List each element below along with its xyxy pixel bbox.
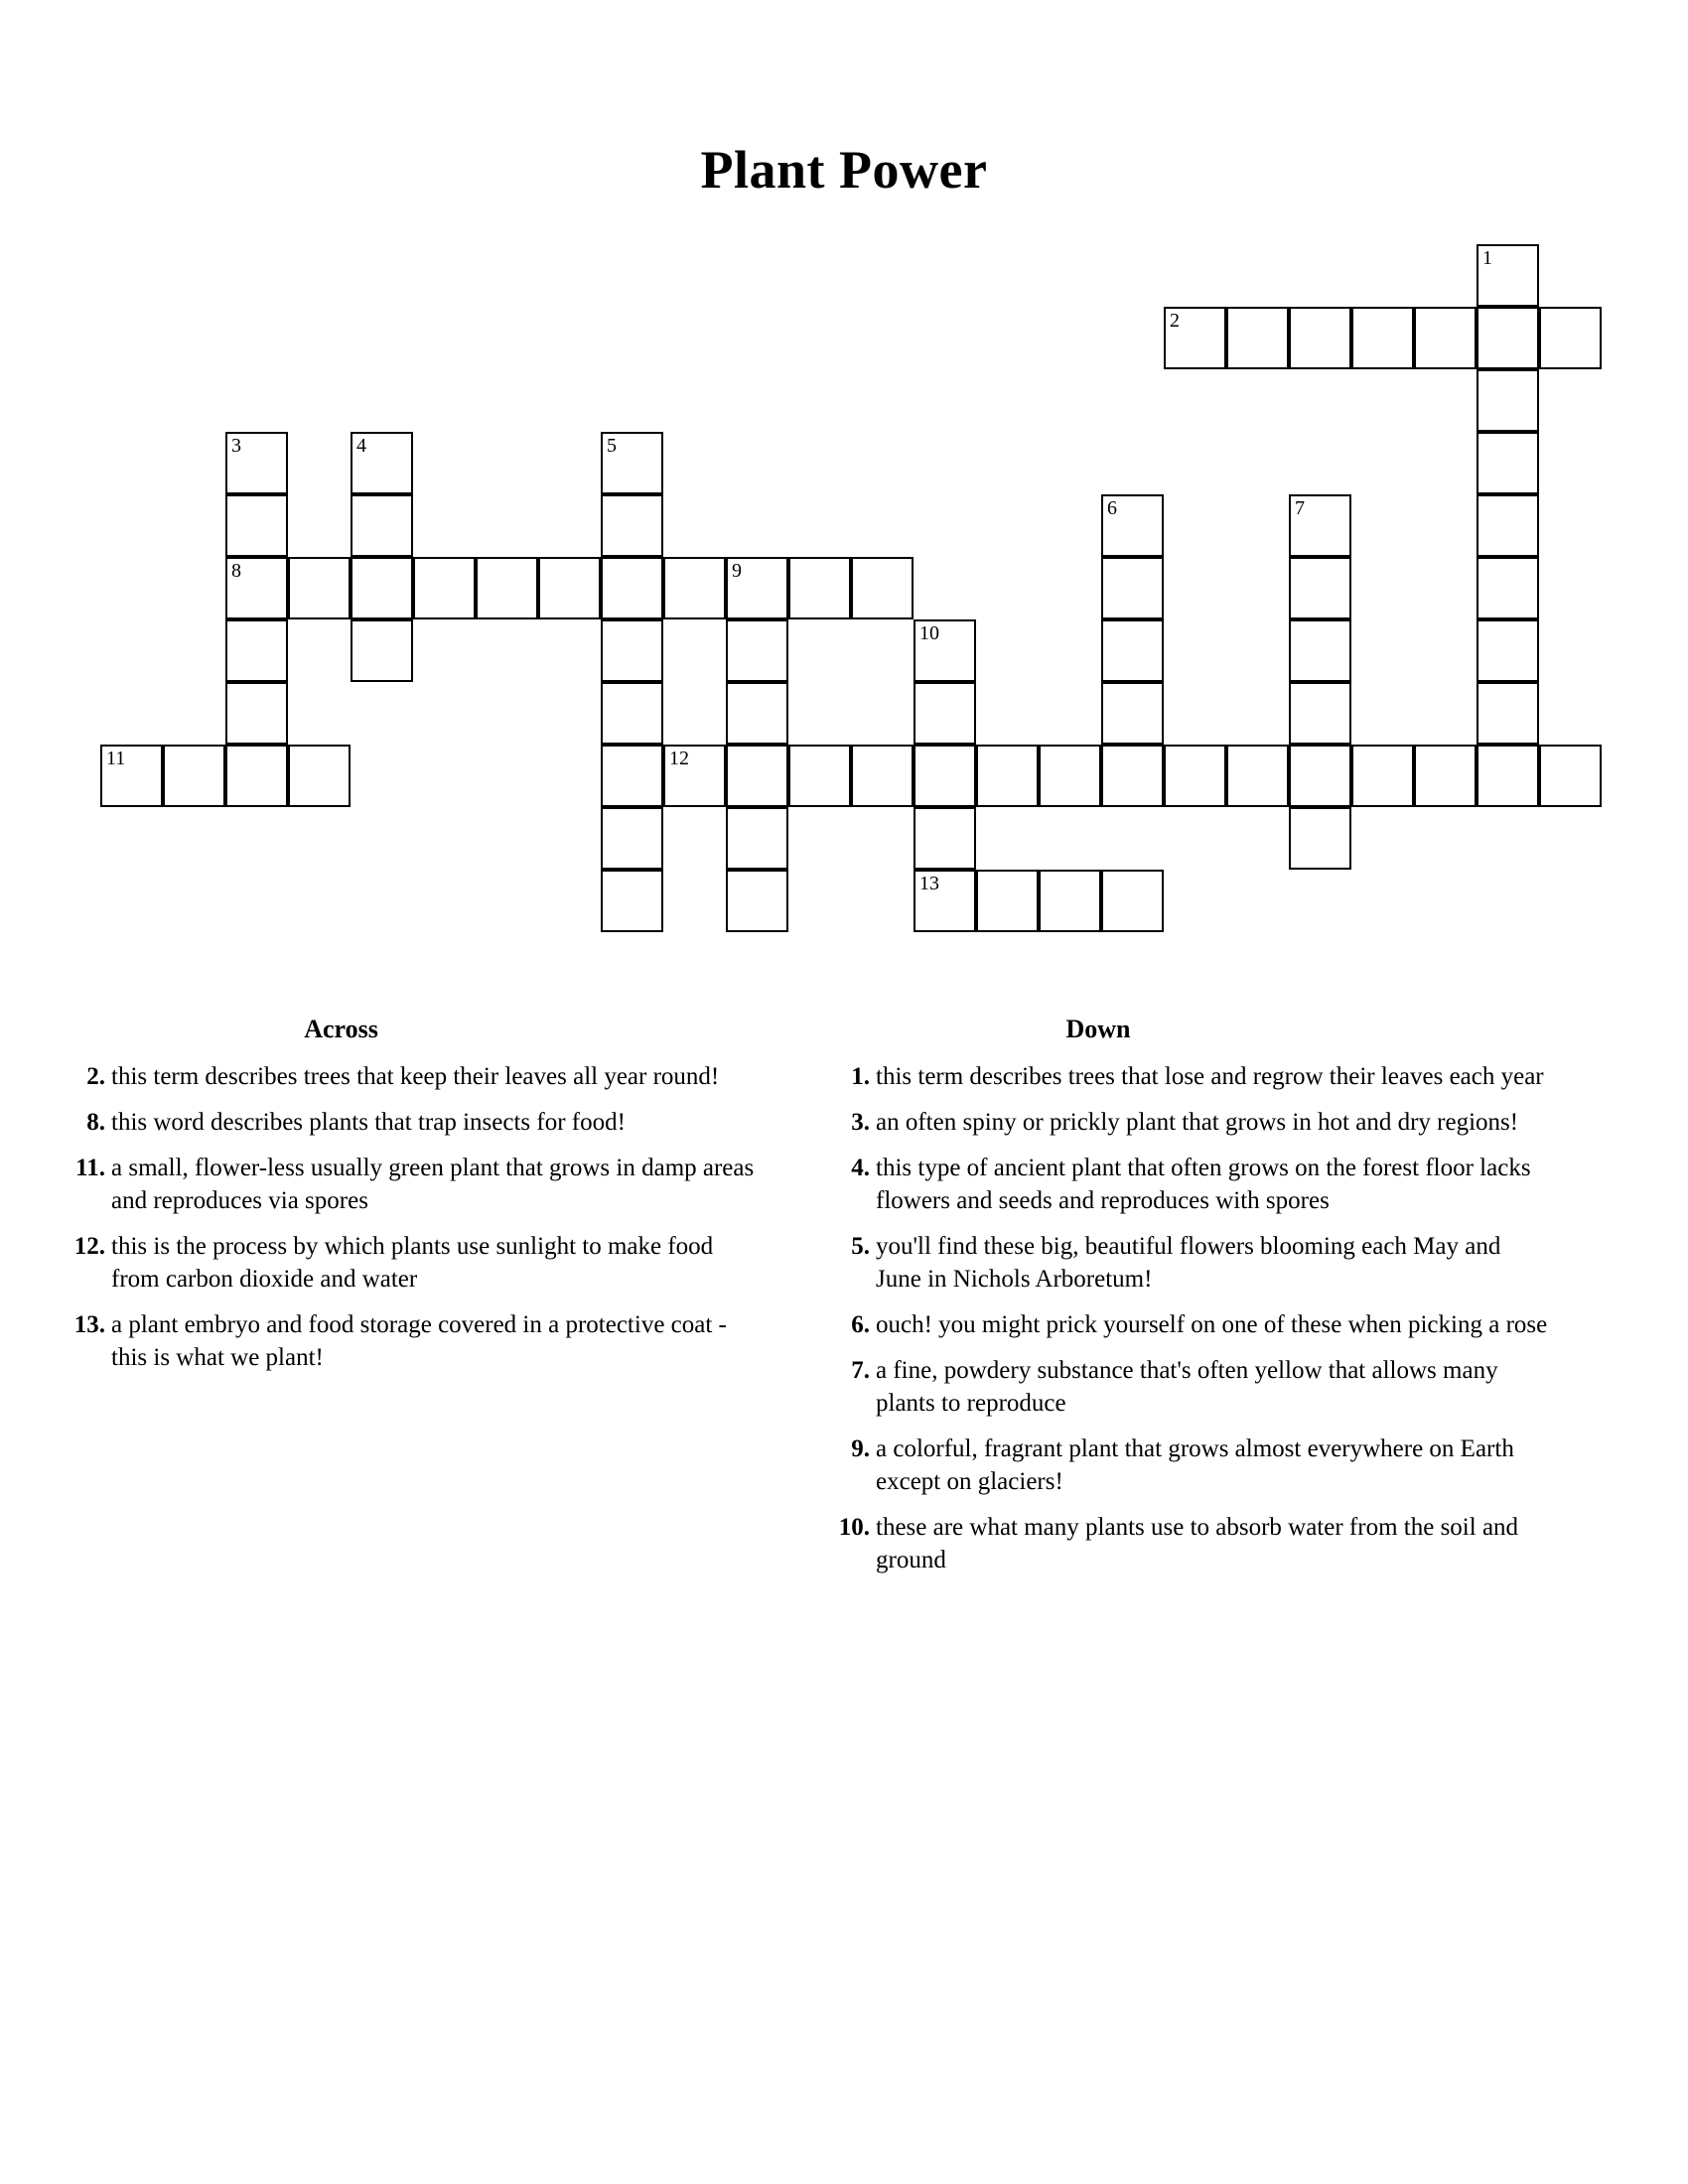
clue-number: 3. [851,1109,870,1136]
crossword-grid[interactable] [0,0,1688,953]
clue-text: this term describes trees that lose and regrow their leaves each year [876,1063,1544,1090]
clue-text: ouch! you might prick yourself on one of these when picking a rose [876,1311,1548,1338]
grid-cell[interactable] [351,494,413,557]
grid-cell[interactable] [351,557,413,619]
clue-item-down-6[interactable] [836,1308,1549,1341]
grid-cell[interactable] [788,557,851,619]
grid-cell[interactable] [726,745,788,807]
grid-cell[interactable] [788,745,851,807]
grid-cell[interactable] [1164,745,1226,807]
grid-cell[interactable] [601,619,663,682]
grid-cell[interactable] [1414,307,1477,369]
cell-number: 11 [106,748,126,769]
grid-cell[interactable] [1226,745,1289,807]
cell-number: 8 [231,560,241,582]
grid-cell[interactable] [413,557,476,619]
clue-text: an often spiny or prickly plant that grows in hot and dry regions! [876,1109,1519,1136]
across-clue-list [71,1060,765,1374]
grid-cell[interactable] [726,682,788,745]
clue-item-across-12[interactable] [71,1230,765,1296]
grid-cell[interactable] [726,619,788,682]
clue-item-down-9[interactable] [836,1433,1549,1498]
cell-number: 13 [919,873,939,894]
clue-number: 5. [851,1233,870,1260]
clue-number: 6. [851,1311,870,1338]
grid-cell[interactable] [914,807,976,870]
grid-cell-10[interactable] [914,619,976,682]
clue-number: 10. [838,1514,870,1541]
clue-text: a plant embryo and food storage covered in a protective coat - this is what we plant! [111,1311,727,1371]
clue-text: this is the process by which plants use sunlight to make food from carbon dioxide and water [111,1233,714,1293]
grid-cell[interactable] [1477,745,1539,807]
cell-number: 12 [669,748,689,769]
clue-item-down-3[interactable] [836,1106,1549,1139]
grid-cell-1[interactable] [1477,244,1539,307]
grid-cell[interactable] [1351,745,1414,807]
grid-cell[interactable] [1101,557,1164,619]
clue-item-down-5[interactable] [836,1230,1549,1296]
grid-cell[interactable] [601,807,663,870]
grid-cell[interactable] [1477,619,1539,682]
grid-cell[interactable] [601,557,663,619]
grid-cell-11[interactable] [100,745,163,807]
grid-cell[interactable] [225,745,288,807]
clue-number: 7. [851,1357,870,1384]
grid-cell[interactable] [914,745,976,807]
grid-cell[interactable] [1226,307,1289,369]
grid-cell[interactable] [1477,307,1539,369]
grid-cell[interactable] [1539,745,1602,807]
cell-number: 10 [919,622,939,644]
cell-number: 5 [607,435,617,457]
grid-cell[interactable] [225,494,288,557]
grid-cell[interactable] [1289,745,1351,807]
grid-cell[interactable] [1477,432,1539,494]
cell-number: 3 [231,435,241,457]
down-clue-list [836,1060,1549,1576]
grid-cell[interactable] [1039,745,1101,807]
grid-cell[interactable] [1289,807,1351,870]
grid-cell[interactable] [601,745,663,807]
clue-number: 13. [73,1311,105,1338]
clue-number: 2. [86,1063,105,1090]
grid-cell[interactable] [351,619,413,682]
grid-cell[interactable] [225,619,288,682]
grid-cell[interactable] [851,557,914,619]
grid-cell[interactable] [1351,307,1414,369]
grid-cell[interactable] [163,745,225,807]
clue-text: a colorful, fragrant plant that grows almost everywhere on Earth except on glaciers! [876,1435,1514,1495]
clue-item-down-7[interactable] [836,1354,1549,1420]
clue-item-down-1[interactable] [836,1060,1549,1093]
clue-text: this type of ancient plant that often grows on the forest floor lacks flowers and seeds and reproduces with spores [876,1155,1531,1214]
grid-cell[interactable] [538,557,601,619]
grid-cell[interactable] [663,557,726,619]
grid-cell[interactable] [601,870,663,932]
grid-cell[interactable] [1101,682,1164,745]
grid-cell[interactable] [1477,494,1539,557]
clue-number: 12. [73,1233,105,1260]
grid-cell[interactable] [225,682,288,745]
grid-cell[interactable] [288,745,351,807]
grid-cell[interactable] [914,682,976,745]
grid-cell[interactable] [976,870,1039,932]
grid-cell[interactable] [601,494,663,557]
clue-number: 4. [851,1155,870,1181]
grid-cell[interactable] [601,682,663,745]
down-heading: Down [1065,1015,1131,1043]
cell-number: 6 [1107,497,1117,519]
clue-number: 11. [75,1155,105,1181]
cell-number: 2 [1170,310,1180,332]
clue-number: 8. [86,1109,105,1136]
clue-text: this term describes trees that keep their leaves all year round! [111,1063,720,1090]
clue-text: a small, flower-less usually green plant that grows in damp areas and reproduces via spores [111,1155,755,1214]
grid-cell-9[interactable] [726,557,788,619]
clue-item-across-8[interactable] [71,1106,765,1139]
clue-item-down-4[interactable] [836,1152,1549,1217]
grid-cell[interactable] [851,745,914,807]
grid-cell[interactable] [1039,870,1101,932]
grid-cell-13[interactable] [914,870,976,932]
grid-cell-5[interactable] [601,432,663,494]
grid-cell-2[interactable] [1164,307,1226,369]
grid-cell[interactable] [1539,307,1602,369]
grid-cell[interactable] [976,745,1039,807]
clue-text: these are what many plants use to absorb water from the soil and ground [876,1514,1519,1573]
grid-cell[interactable] [1101,870,1164,932]
across-heading: Across [304,1015,378,1043]
clue-item-across-2[interactable] [71,1060,765,1093]
clue-text: this word describes plants that trap insects for food! [111,1109,626,1136]
clue-item-across-11[interactable] [71,1152,765,1217]
grid-cell[interactable] [1477,557,1539,619]
grid-cell[interactable] [1101,619,1164,682]
grid-cell[interactable] [726,870,788,932]
grid-cell[interactable] [726,807,788,870]
grid-cell[interactable] [1477,369,1539,432]
clue-text: a fine, powdery substance that's often yellow that allows many plants to reproduce [876,1357,1498,1417]
clue-item-down-10[interactable] [836,1511,1549,1576]
grid-cell[interactable] [1101,745,1164,807]
grid-cell[interactable] [288,557,351,619]
grid-cell[interactable] [1414,745,1477,807]
clue-item-across-13[interactable] [71,1308,765,1374]
grid-cell-7[interactable] [1289,494,1351,557]
grid-cell-8[interactable] [225,557,288,619]
across-clues-column [0,1015,794,1387]
grid-cell-4[interactable] [351,432,413,494]
cell-number: 1 [1482,247,1492,269]
grid-cell[interactable] [1477,682,1539,745]
cell-number: 9 [732,560,742,582]
grid-cell[interactable] [1289,307,1351,369]
cell-number: 4 [356,435,366,457]
clues-section [0,1015,1688,1589]
grid-cell[interactable] [1289,682,1351,745]
grid-cell[interactable] [1289,619,1351,682]
grid-cell-12[interactable] [663,745,726,807]
grid-cell[interactable] [476,557,538,619]
clue-number: 1. [851,1063,870,1090]
grid-cell[interactable] [1289,557,1351,619]
clue-text: you'll find these big, beautiful flowers blooming each May and June in Nichols Arboretum! [876,1233,1501,1293]
grid-cell-6[interactable] [1101,494,1164,557]
page-title: Plant Power [700,140,988,201]
down-clues-column [794,1015,1589,1589]
cell-number: 7 [1295,497,1305,519]
clue-number: 9. [851,1435,870,1462]
grid-cell-3[interactable] [225,432,288,494]
